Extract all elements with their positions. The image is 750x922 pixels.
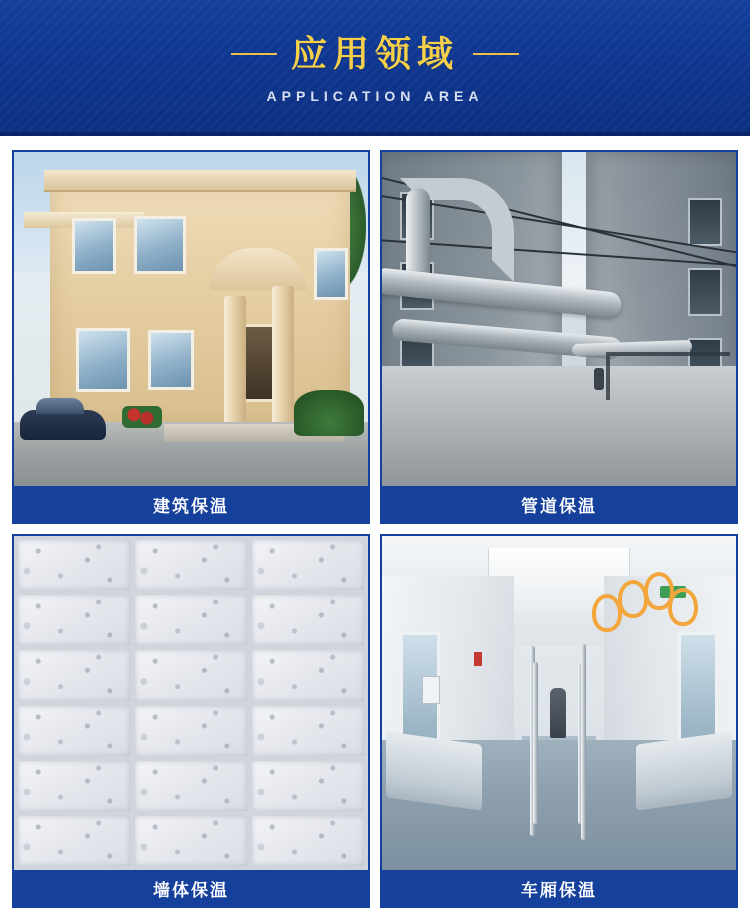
photo-insulated-pipes (382, 152, 736, 486)
application-card-pipeline[interactable] (380, 150, 738, 524)
title-rule-right (473, 53, 519, 55)
application-card-building[interactable] (12, 150, 370, 524)
photo-villa-building (14, 152, 368, 486)
application-card-carriage[interactable] (380, 534, 738, 908)
banner-title-row (231, 33, 519, 74)
application-card-grid (0, 136, 750, 922)
application-card-wall[interactable] (12, 534, 370, 908)
photo-train-interior (382, 536, 736, 870)
card-caption-pipeline: 管道保温 (382, 486, 736, 522)
page-title: 应用领域 (290, 33, 459, 74)
page-subtitle: APPLICATION AREA (266, 88, 484, 104)
card-caption-wall: 墙体保温 (14, 870, 368, 906)
card-caption-building: 建筑保温 (14, 486, 368, 522)
title-rule-left (231, 53, 277, 55)
page-header-banner (0, 0, 750, 136)
photo-wall-tiles (14, 536, 368, 870)
card-caption-carriage: 车厢保温 (382, 870, 736, 906)
